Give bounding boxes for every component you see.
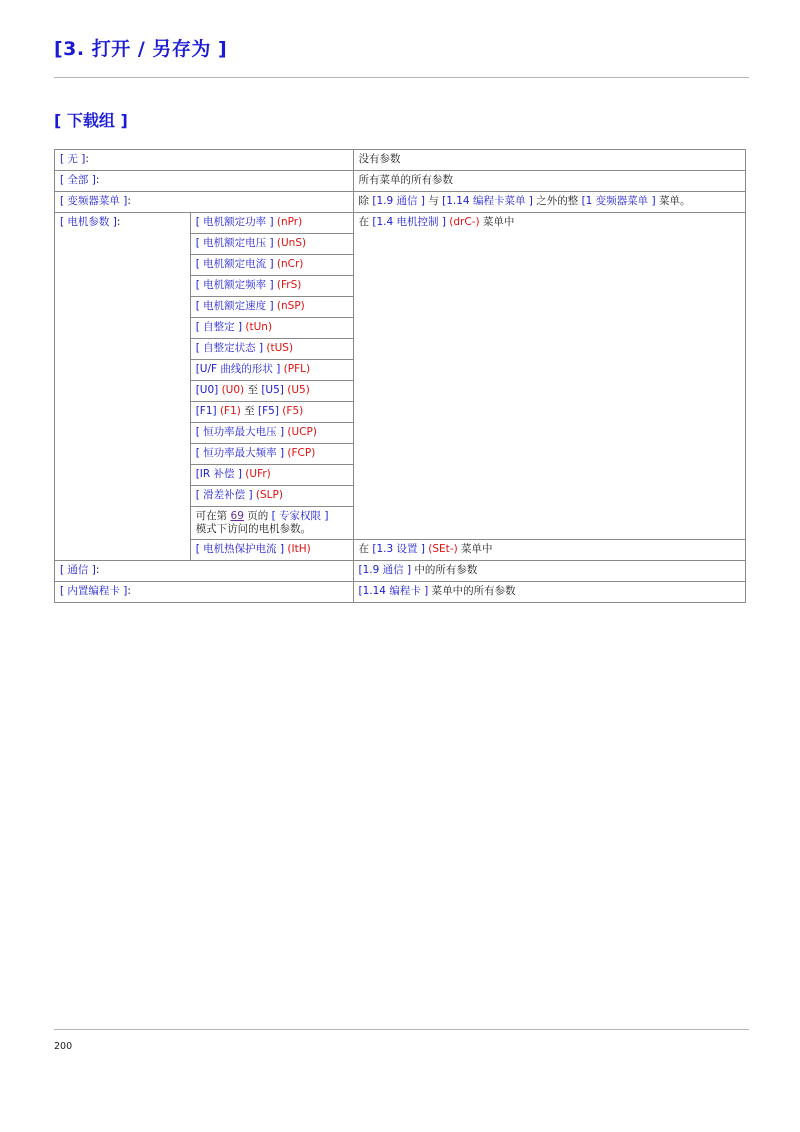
- param-code: (UnS): [273, 237, 307, 249]
- param-cell: [190, 444, 353, 465]
- menu-ref[interactable]: [ 电机参数 ]: [60, 216, 117, 228]
- param-code: (tUn): [242, 321, 273, 333]
- menu-code: (drC-): [445, 216, 480, 228]
- menu-ref[interactable]: [1.9 通信 ]: [358, 564, 412, 576]
- table-row: [55, 561, 746, 582]
- table-row: [55, 213, 746, 234]
- menu-ref[interactable]: [ 无 ]: [60, 153, 86, 165]
- menu-ref[interactable]: [ 专家权限 ]: [271, 510, 329, 522]
- param-code: (ItH): [284, 543, 311, 555]
- param-name[interactable]: [F1]: [195, 405, 217, 417]
- row-desc-all: 所有菜单的所有参数: [353, 171, 745, 192]
- menu-ref[interactable]: [1 变频器菜单 ]: [581, 195, 656, 207]
- page-link[interactable]: 69: [230, 510, 244, 522]
- param-cell: [190, 339, 353, 360]
- page-number: 200: [54, 1041, 73, 1052]
- param-name[interactable]: [IR 补偿 ]: [195, 468, 242, 480]
- table-row: [55, 171, 746, 192]
- param-name[interactable]: [ 电机额定频率 ]: [195, 279, 274, 291]
- param-code: (nCr): [273, 258, 304, 270]
- param-code: (FrS): [273, 279, 302, 291]
- param-cell: [190, 213, 353, 234]
- menu-ref[interactable]: [1.3 设置 ]: [372, 543, 425, 555]
- param-code: (UFr): [241, 468, 271, 480]
- menu-ref[interactable]: [ 全部 ]: [60, 174, 96, 186]
- param-name[interactable]: [ 电机热保护电流 ]: [195, 543, 285, 555]
- param-code: (tUS): [263, 342, 294, 354]
- param-cell: [190, 297, 353, 318]
- param-name[interactable]: [ 电机额定速度 ]: [195, 300, 274, 312]
- table-row: [55, 192, 746, 213]
- menu-ref[interactable]: [1.14 编程卡菜单 ]: [442, 195, 533, 207]
- param-cell: [190, 423, 353, 444]
- param-cell: [190, 234, 353, 255]
- param-cell-thermal: [190, 540, 353, 561]
- param-code: (U5): [283, 384, 310, 396]
- param-name[interactable]: [F5]: [254, 405, 279, 417]
- param-name[interactable]: [ 电机额定电压 ]: [195, 237, 274, 249]
- param-cell: [190, 465, 353, 486]
- row-label-drive-menu: [ 变频器菜单 ]:: [55, 192, 354, 213]
- param-cell-u-range: [U0] (U0) 至 [U5] (U5): [190, 381, 353, 402]
- param-cell-f-range: [F1] (F1) 至 [F5] (F5): [190, 402, 353, 423]
- footer-divider: [54, 1029, 749, 1030]
- row-label-none: [ 无 ]:: [55, 150, 354, 171]
- section-title: [ 下载组 ]: [54, 111, 128, 130]
- menu-ref[interactable]: [1.4 电机控制 ]: [372, 216, 446, 228]
- menu-ref[interactable]: [1.14 编程卡 ]: [358, 585, 429, 597]
- param-code: (F1): [216, 405, 245, 417]
- table-row: [55, 582, 746, 603]
- param-code: (PFL): [280, 363, 311, 375]
- param-name[interactable]: [ 自整定 ]: [195, 321, 243, 333]
- row-desc-comm: [1.9 通信 ] 中的所有参数: [353, 561, 745, 582]
- row-label-comm: [ 通信 ]:: [55, 561, 354, 582]
- row-label-motor-params: [ 电机参数 ]:: [55, 213, 191, 561]
- menu-code: (SEt-): [424, 543, 458, 555]
- menu-ref[interactable]: [ 通信 ]: [60, 564, 96, 576]
- param-cell: [190, 360, 353, 381]
- row-desc-thermal: 在 [1.3 设置 ] (SEt-) 菜单中: [353, 540, 745, 561]
- menu-ref[interactable]: [1.9 通信 ]: [372, 195, 425, 207]
- row-desc-drive-menu: 除 [1.9 通信 ] 与 [1.14 编程卡菜单 ] 之外的整 [1 变频器菜单 ] 菜单。: [353, 192, 745, 213]
- param-name[interactable]: [U/F 曲线的形状 ]: [195, 363, 281, 375]
- row-desc-prog-card: [1.14 编程卡 ] 菜单中的所有参数: [353, 582, 745, 603]
- param-cell: [190, 276, 353, 297]
- param-name[interactable]: [ 自整定状态 ]: [195, 342, 264, 354]
- param-code: (nSP): [273, 300, 305, 312]
- param-name[interactable]: [ 电机额定电流 ]: [195, 258, 274, 270]
- param-cell: [190, 486, 353, 507]
- param-code: (FCP): [284, 447, 316, 459]
- row-desc-motor-params: 在 [1.4 电机控制 ] (drC-) 菜单中: [353, 213, 745, 540]
- param-code: (nPr): [273, 216, 303, 228]
- param-code: (F5): [278, 405, 304, 417]
- table-row: [55, 150, 746, 171]
- page-title: [3. 打开 / 另存为 ]: [54, 38, 228, 60]
- param-name[interactable]: [ 恒功率最大频率 ]: [195, 447, 285, 459]
- param-name[interactable]: [U5]: [257, 384, 284, 396]
- param-name[interactable]: [ 滑差补偿 ]: [195, 489, 253, 501]
- row-label-all: [ 全部 ]:: [55, 171, 354, 192]
- param-cell: [190, 255, 353, 276]
- param-name[interactable]: [U0]: [195, 384, 219, 396]
- download-group-table: [54, 149, 746, 603]
- param-code: (U0): [218, 384, 248, 396]
- menu-ref[interactable]: [ 变频器菜单 ]: [60, 195, 128, 207]
- header-divider: [54, 77, 749, 78]
- param-cell: [190, 318, 353, 339]
- menu-ref[interactable]: [ 内置编程卡 ]: [60, 585, 128, 597]
- row-label-prog-card: [ 内置编程卡 ]:: [55, 582, 354, 603]
- expert-note-cell: 可在第 69 页的 [ 专家权限 ] 模式下访问的电机参数。: [190, 507, 353, 540]
- row-desc-none: 没有参数: [353, 150, 745, 171]
- param-name[interactable]: [ 电机额定功率 ]: [195, 216, 274, 228]
- param-code: (UCP): [284, 426, 317, 438]
- param-name[interactable]: [ 恒功率最大电压 ]: [195, 426, 285, 438]
- param-code: (SLP): [252, 489, 283, 501]
